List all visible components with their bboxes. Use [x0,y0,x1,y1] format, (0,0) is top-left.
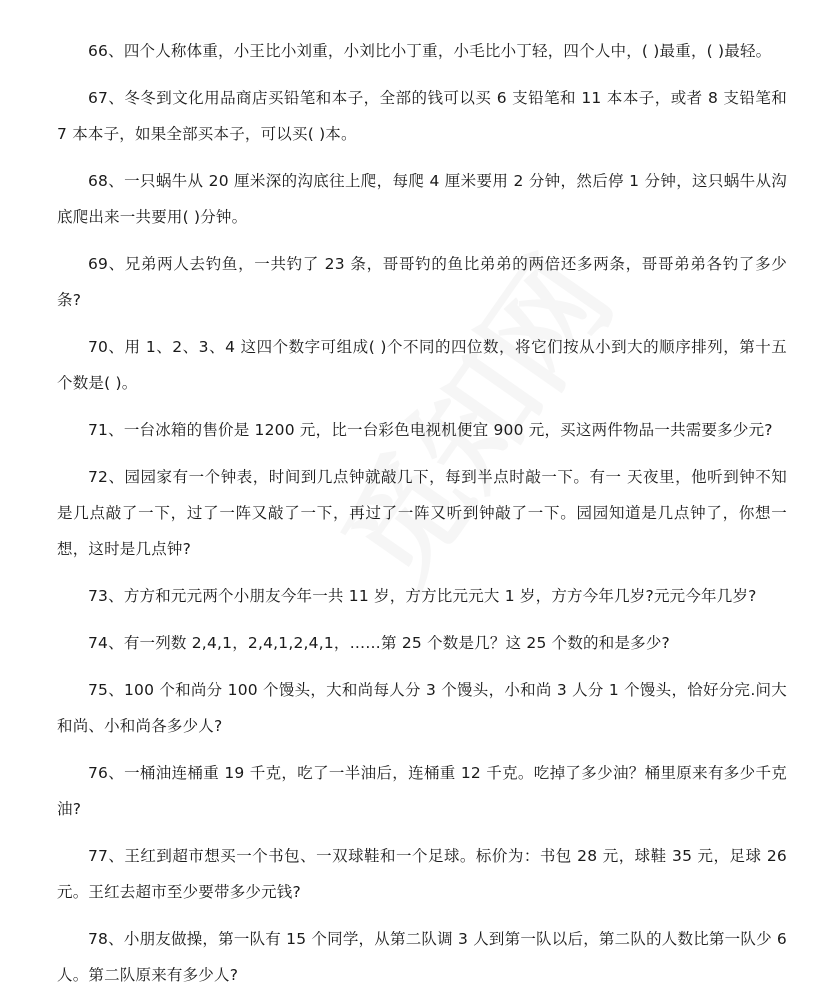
question-69: 69、兄弟两人去钓鱼，一共钓了 23 条，哥哥钓的鱼比弟弟的两倍还多两条，哥哥弟弟各钓了多少条? [57,255,787,309]
question-66: 66、四个人称体重，小王比小刘重，小刘比小丁重，小毛比小丁轻，四个人中，( )最重，( )最轻。 [88,42,772,60]
question-75: 75、100 个和尚分 100 个馒头，大和尚每人分 3 个馒头，小和尚 3 人分 1 个馒头，恰好分完.问大和尚、小和尚各多少人? [57,681,787,735]
question-70: 70、用 1、2、3、4 这四个数字可组成( )个不同的四位数，将它们按从小到大的顺序排列，第十五个数是( )。 [57,338,787,392]
question-72: 72、园园家有一个钟表，时间到几点钟就敲几下，每到半点时敲一下。有一 天夜里，他听到钟不知是几点敲了一下，过了一阵又敲了一下，再过了一阵又听到钟敲了一下。园园知道是几点钟了，你想一想，这时是几点钟? [57,468,787,558]
question-77: 77、王红到超市想买一个书包、一双球鞋和一个足球。标价为：书包 28 元，球鞋 35 元，足球 26 元。王红去超市至少要带多少元钱? [57,847,787,901]
question-76: 76、一桶油连桶重 19 千克，吃了一半油后，连桶重 12 千克。吃掉了多少油？桶里原来有多少千克油? [57,764,787,818]
question-73: 73、方方和元元两个小朋友今年一共 11 岁，方方比元元大 1 岁，方方今年几岁?元元今年几岁? [88,587,757,605]
question-78: 78、小朋友做操，第一队有 15 个同学，从第二队调 3 人到第一队以后，第二队的人数比第一队少 6 人。第二队原来有多少人? [57,930,787,984]
question-74: 74、有一列数 2,4,1，2,4,1,2,4,1，……第 25 个数是几？这 25 个数的和是多少? [88,634,670,652]
question-68: 68、一只蜗牛从 20 厘米深的沟底往上爬，每爬 4 厘米要用 2 分钟，然后停 1 分钟，这只蜗牛从沟底爬出来一共要用( )分钟。 [57,172,787,226]
question-67: 67、冬冬到文化用品商店买铅笔和本子，全部的钱可以买 6 支铅笔和 11 本本子，或者 8 支铅笔和 7 本本子，如果全部买本子，可以买( )本。 [57,89,787,143]
question-71: 71、一台冰箱的售价是 1200 元，比一台彩色电视机便宜 900 元，买这两件物品一共需要多少元? [88,421,773,439]
document-body [57,33,787,1004]
